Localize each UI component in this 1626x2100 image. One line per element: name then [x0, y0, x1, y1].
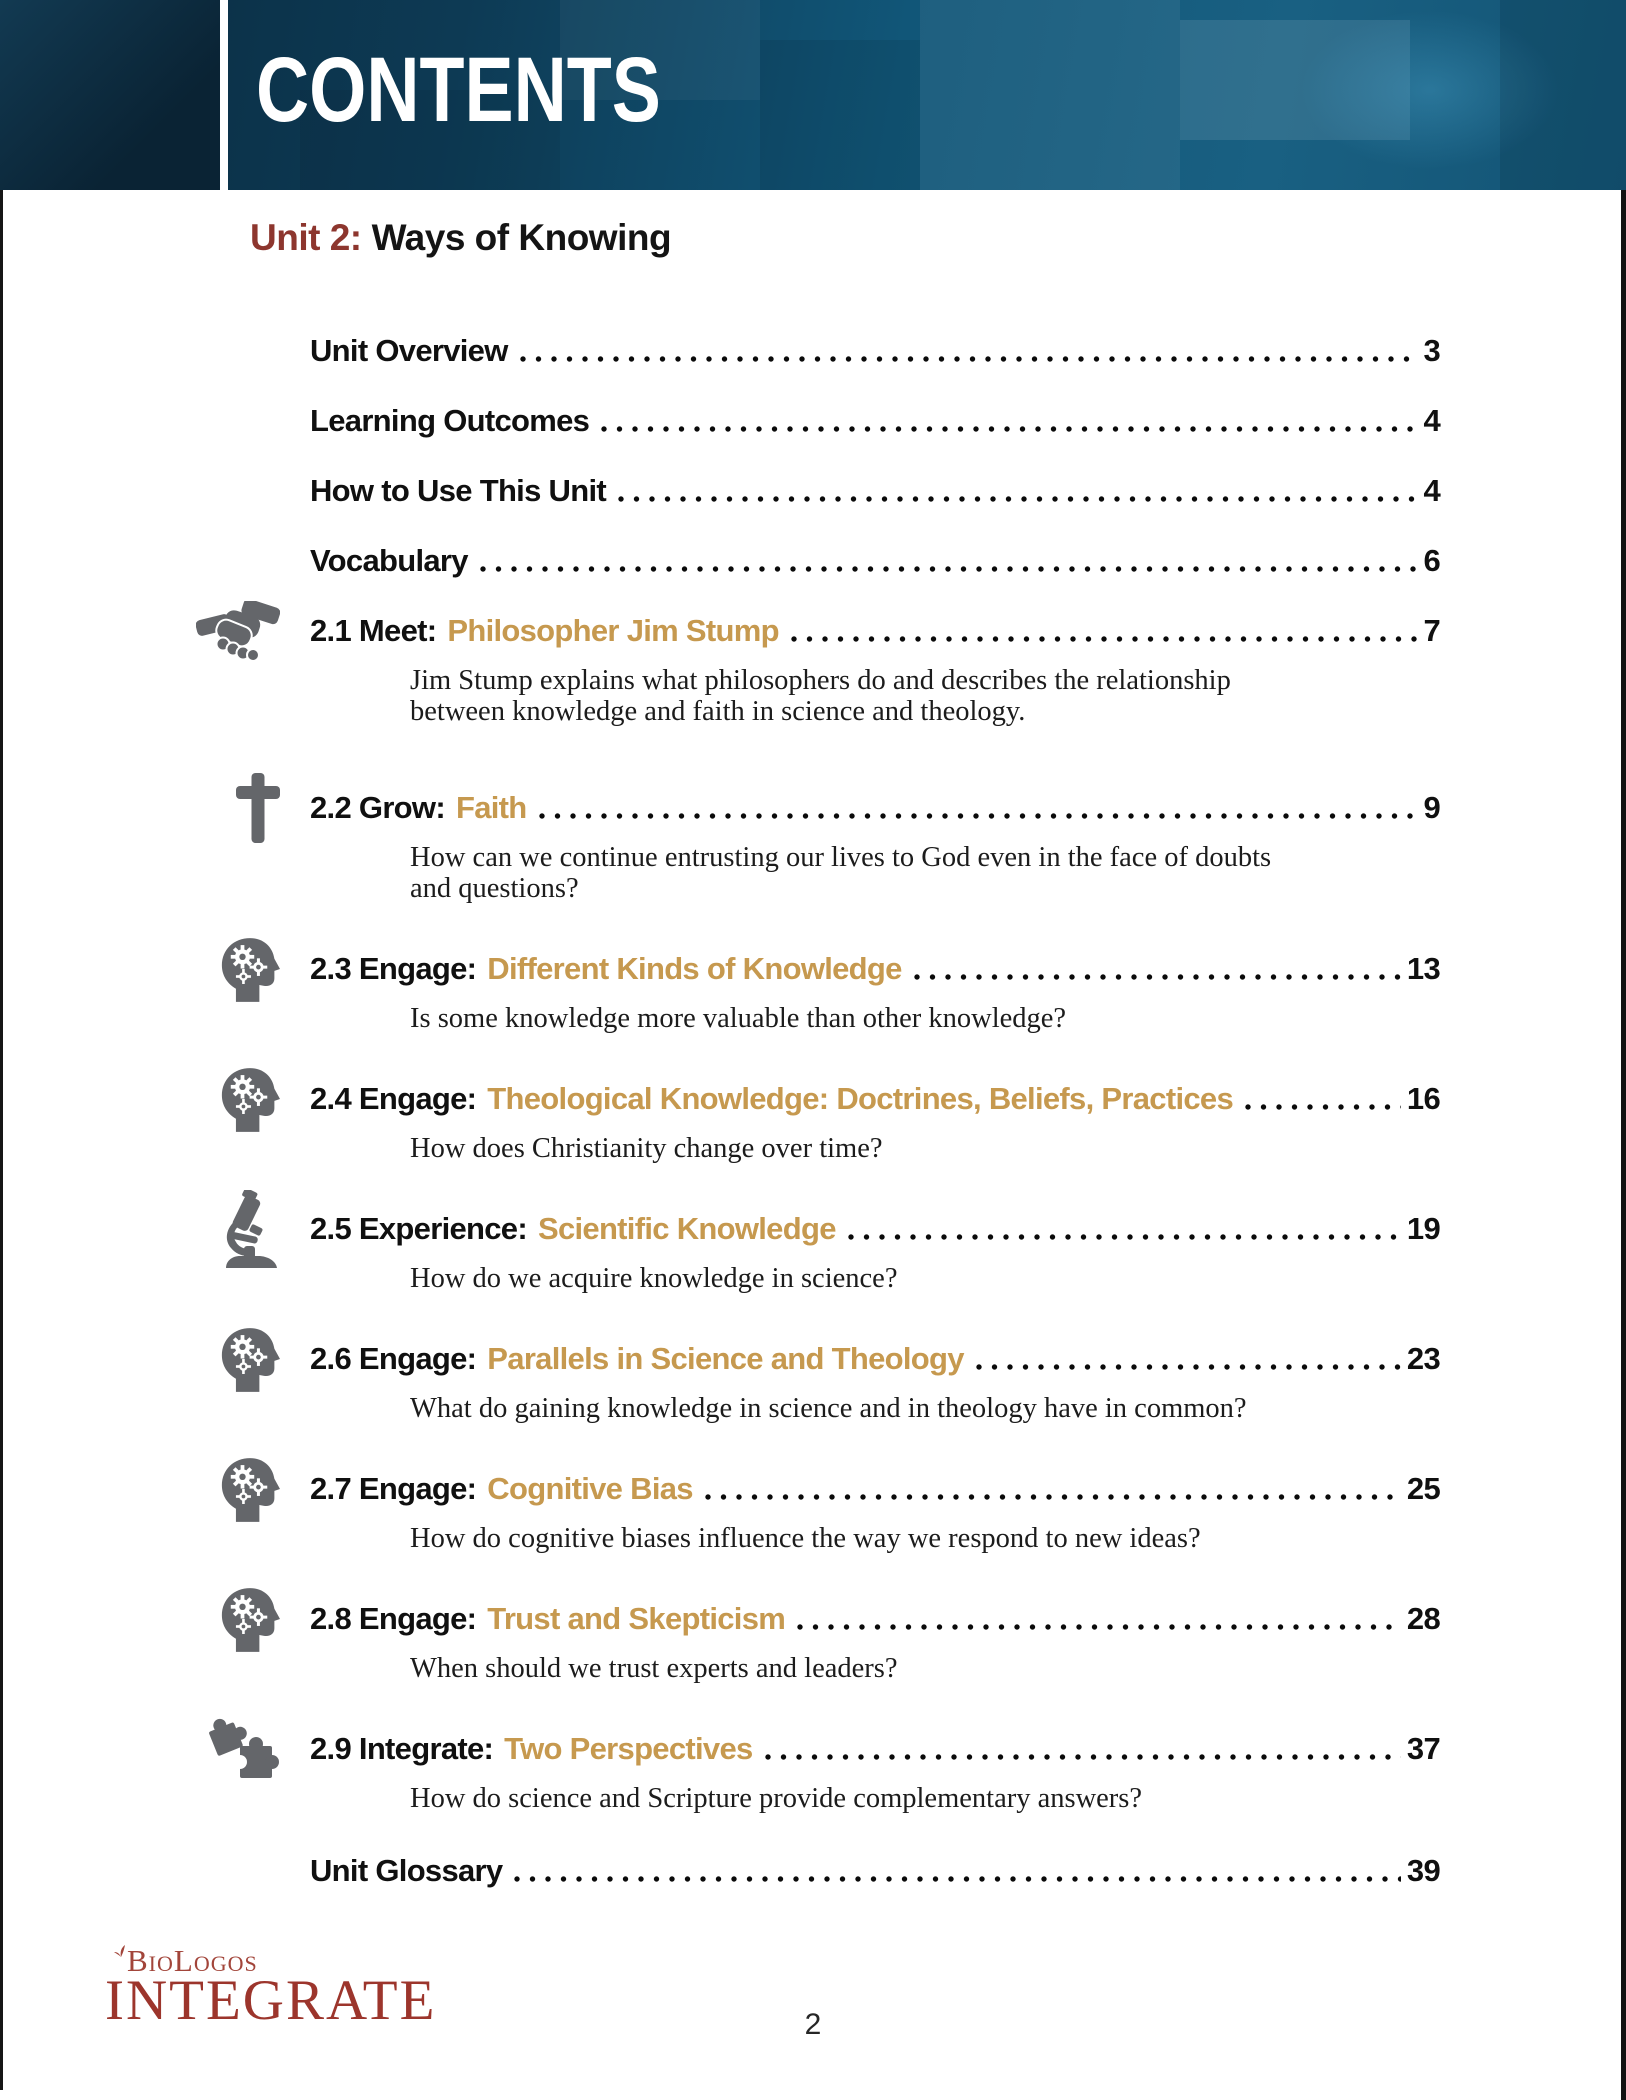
toc-entry-page-number: 7	[1423, 613, 1440, 648]
lesson-description: How do science and Scripture provide complementary answers?	[410, 1783, 1143, 1814]
toc-lesson-entry	[200, 789, 1440, 904]
dotted-leader	[480, 564, 1418, 574]
toc-entry	[310, 332, 1440, 370]
lesson-title: Two Perspectives	[504, 1731, 753, 1766]
lesson-icon-cell	[200, 1730, 310, 1768]
toc-lesson-entry	[200, 1470, 1440, 1554]
toc-lesson-entry	[200, 612, 1440, 727]
toc-entry-page-number: 4	[1423, 403, 1440, 438]
banner-texture	[1500, 0, 1626, 190]
lesson-description: Jim Stump explains what philosophers do and describes the relationship between knowledge and faith in science and theology.	[410, 665, 1231, 727]
lesson-description: How does Christianity change over time?	[410, 1133, 883, 1164]
toc-entry	[310, 1852, 1440, 1890]
dotted-leader	[618, 494, 1417, 504]
lesson-title: Philosopher Jim Stump	[447, 613, 779, 648]
lesson-number-category: 2.4 Engage:	[310, 1081, 477, 1116]
dotted-leader	[765, 1752, 1401, 1762]
lesson-main	[310, 789, 1440, 904]
lesson-number-category: 2.7 Engage:	[310, 1471, 477, 1506]
lesson-title: Scientific Knowledge	[537, 1211, 836, 1246]
toc-entry-label: Unit Overview	[310, 333, 508, 368]
lesson-row	[310, 789, 1440, 827]
toc-entry-label: Vocabulary	[310, 543, 468, 578]
banner-texture	[760, 40, 920, 190]
page-number: 2	[804, 2008, 822, 2041]
toc-entry-page-number: 13	[1406, 951, 1440, 986]
lesson-main	[310, 1470, 1440, 1554]
toc-lesson-entry	[200, 1730, 1440, 1814]
lesson-row	[310, 1080, 1440, 1118]
lesson-title: Parallels in Science and Theology	[487, 1341, 964, 1376]
toc-entry-label: Unit Glossary	[310, 1853, 503, 1888]
lesson-number-category: 2.2 Grow:	[310, 790, 445, 825]
lesson-number-category: 2.1 Meet:	[310, 613, 437, 648]
toc-top-section	[200, 332, 1440, 580]
toc-entry-page-number: 28	[1406, 1601, 1440, 1636]
dotted-leader	[1245, 1102, 1401, 1112]
toc-lesson-entry	[200, 1210, 1440, 1294]
puzzle-icon	[208, 1716, 280, 1782]
lesson-icon-cell	[200, 789, 310, 827]
lesson-number-category: 2.8 Engage:	[310, 1601, 477, 1636]
banner-texture	[920, 0, 1180, 190]
lesson-description: When should we trust experts and leaders?	[410, 1653, 898, 1684]
handshake-icon	[196, 601, 280, 661]
head-gears-icon	[220, 1066, 280, 1132]
unit-number-label: Unit 2:	[250, 217, 362, 258]
lesson-icon-cell	[200, 1470, 310, 1508]
dotted-leader	[914, 972, 1401, 982]
dotted-leader	[601, 424, 1417, 434]
lesson-row	[310, 1210, 1440, 1248]
toc-entry-page-number: 25	[1406, 1471, 1440, 1506]
lesson-description: What do gaining knowledge in science and in theology have in common?	[410, 1393, 1247, 1424]
unit-heading	[250, 218, 1626, 258]
lesson-icon-cell	[200, 1080, 310, 1118]
dotted-leader	[539, 811, 1418, 821]
lesson-icon-cell	[200, 1210, 310, 1248]
microscope-icon	[222, 1190, 280, 1268]
lesson-icon-cell	[200, 1600, 310, 1638]
lesson-number-category: 2.9 Integrate:	[310, 1731, 494, 1766]
toc-entry-page-number: 19	[1406, 1211, 1440, 1246]
lesson-main	[310, 1080, 1440, 1164]
toc-entry-page-number: 16	[1406, 1081, 1440, 1116]
head-gears-icon	[220, 1456, 280, 1522]
lesson-main	[310, 1600, 1440, 1684]
toc-entry	[310, 402, 1440, 440]
toc-lesson-entry	[200, 1600, 1440, 1684]
unit-title: Ways of Knowing	[371, 217, 672, 258]
leaf-icon	[113, 1934, 129, 1964]
toc-entry-page-number: 9	[1423, 790, 1440, 825]
lesson-title: Cognitive Bias	[487, 1471, 693, 1506]
banner-divider	[220, 0, 228, 190]
toc-entry-page-number: 37	[1406, 1731, 1440, 1766]
lesson-description: How do cognitive biases influence the way we respond to new ideas?	[410, 1523, 1201, 1554]
lesson-row	[310, 1470, 1440, 1508]
lesson-row	[310, 1600, 1440, 1638]
lesson-row	[310, 950, 1440, 988]
dotted-leader	[797, 1622, 1401, 1632]
lesson-description: Is some knowledge more valuable than other knowledge?	[410, 1003, 1067, 1034]
toc-entry-page-number: 23	[1406, 1341, 1440, 1376]
dotted-leader	[791, 634, 1418, 644]
lesson-icon-cell	[200, 612, 310, 650]
lesson-main	[310, 1730, 1440, 1814]
lesson-number-category: 2.3 Engage:	[310, 951, 477, 986]
toc-entry-page-number: 39	[1406, 1853, 1440, 1888]
head-gears-icon	[220, 1326, 280, 1392]
dotted-leader	[514, 1874, 1400, 1884]
lesson-row	[310, 612, 1440, 650]
lesson-number-category: 2.6 Engage:	[310, 1341, 477, 1376]
toc-entry-label: How to Use This Unit	[310, 473, 607, 508]
dotted-leader	[848, 1232, 1401, 1242]
page-banner	[0, 0, 1626, 190]
logo-biologos-text: BioLogos	[127, 1946, 436, 1976]
toc-entry	[310, 472, 1440, 510]
lesson-main	[310, 950, 1440, 1034]
toc-lesson-entry	[200, 1340, 1440, 1424]
cross-icon	[236, 773, 280, 843]
head-gears-icon	[220, 936, 280, 1002]
toc-lesson-entry	[200, 950, 1440, 1034]
contents-body	[0, 190, 1626, 1922]
lesson-title: Trust and Skepticism	[487, 1601, 786, 1636]
table-of-contents	[200, 332, 1440, 1890]
toc-bottom-section	[200, 1852, 1440, 1890]
banner-left-segment	[0, 0, 220, 190]
toc-entry-page-number: 6	[1423, 543, 1440, 578]
lesson-row	[310, 1730, 1440, 1768]
lesson-main	[310, 1210, 1440, 1294]
dotted-leader	[705, 1492, 1401, 1502]
lesson-description: How do we acquire knowledge in science?	[410, 1263, 898, 1294]
toc-lesson-entry	[200, 1080, 1440, 1164]
toc-entry-label: Learning Outcomes	[310, 403, 590, 438]
toc-entry-page-number: 4	[1423, 473, 1440, 508]
toc-entry-page-number: 3	[1423, 333, 1440, 368]
lesson-icon-cell	[200, 950, 310, 988]
lesson-main	[310, 1340, 1440, 1424]
head-gears-icon	[220, 1586, 280, 1652]
dotted-leader	[976, 1362, 1401, 1372]
lesson-title: Theological Knowledge: Doctrines, Beliefs, Practices	[487, 1081, 1233, 1116]
lesson-icon-cell	[200, 1340, 310, 1378]
logo-integrate-text: INTEGRATE	[105, 1969, 437, 2032]
lesson-description: How can we continue entrusting our lives to God even in the face of doubts and questions?	[410, 842, 1272, 904]
dotted-leader	[520, 354, 1418, 364]
lesson-row	[310, 1340, 1440, 1378]
lesson-title: Faith	[455, 790, 527, 825]
lesson-main	[310, 612, 1440, 727]
lesson-title: Different Kinds of Knowledge	[487, 951, 902, 986]
toc-lessons-section	[200, 612, 1440, 1814]
lesson-number-category: 2.5 Experience:	[310, 1211, 527, 1246]
toc-entry	[310, 542, 1440, 580]
page-title: CONTENTS	[256, 39, 661, 141]
